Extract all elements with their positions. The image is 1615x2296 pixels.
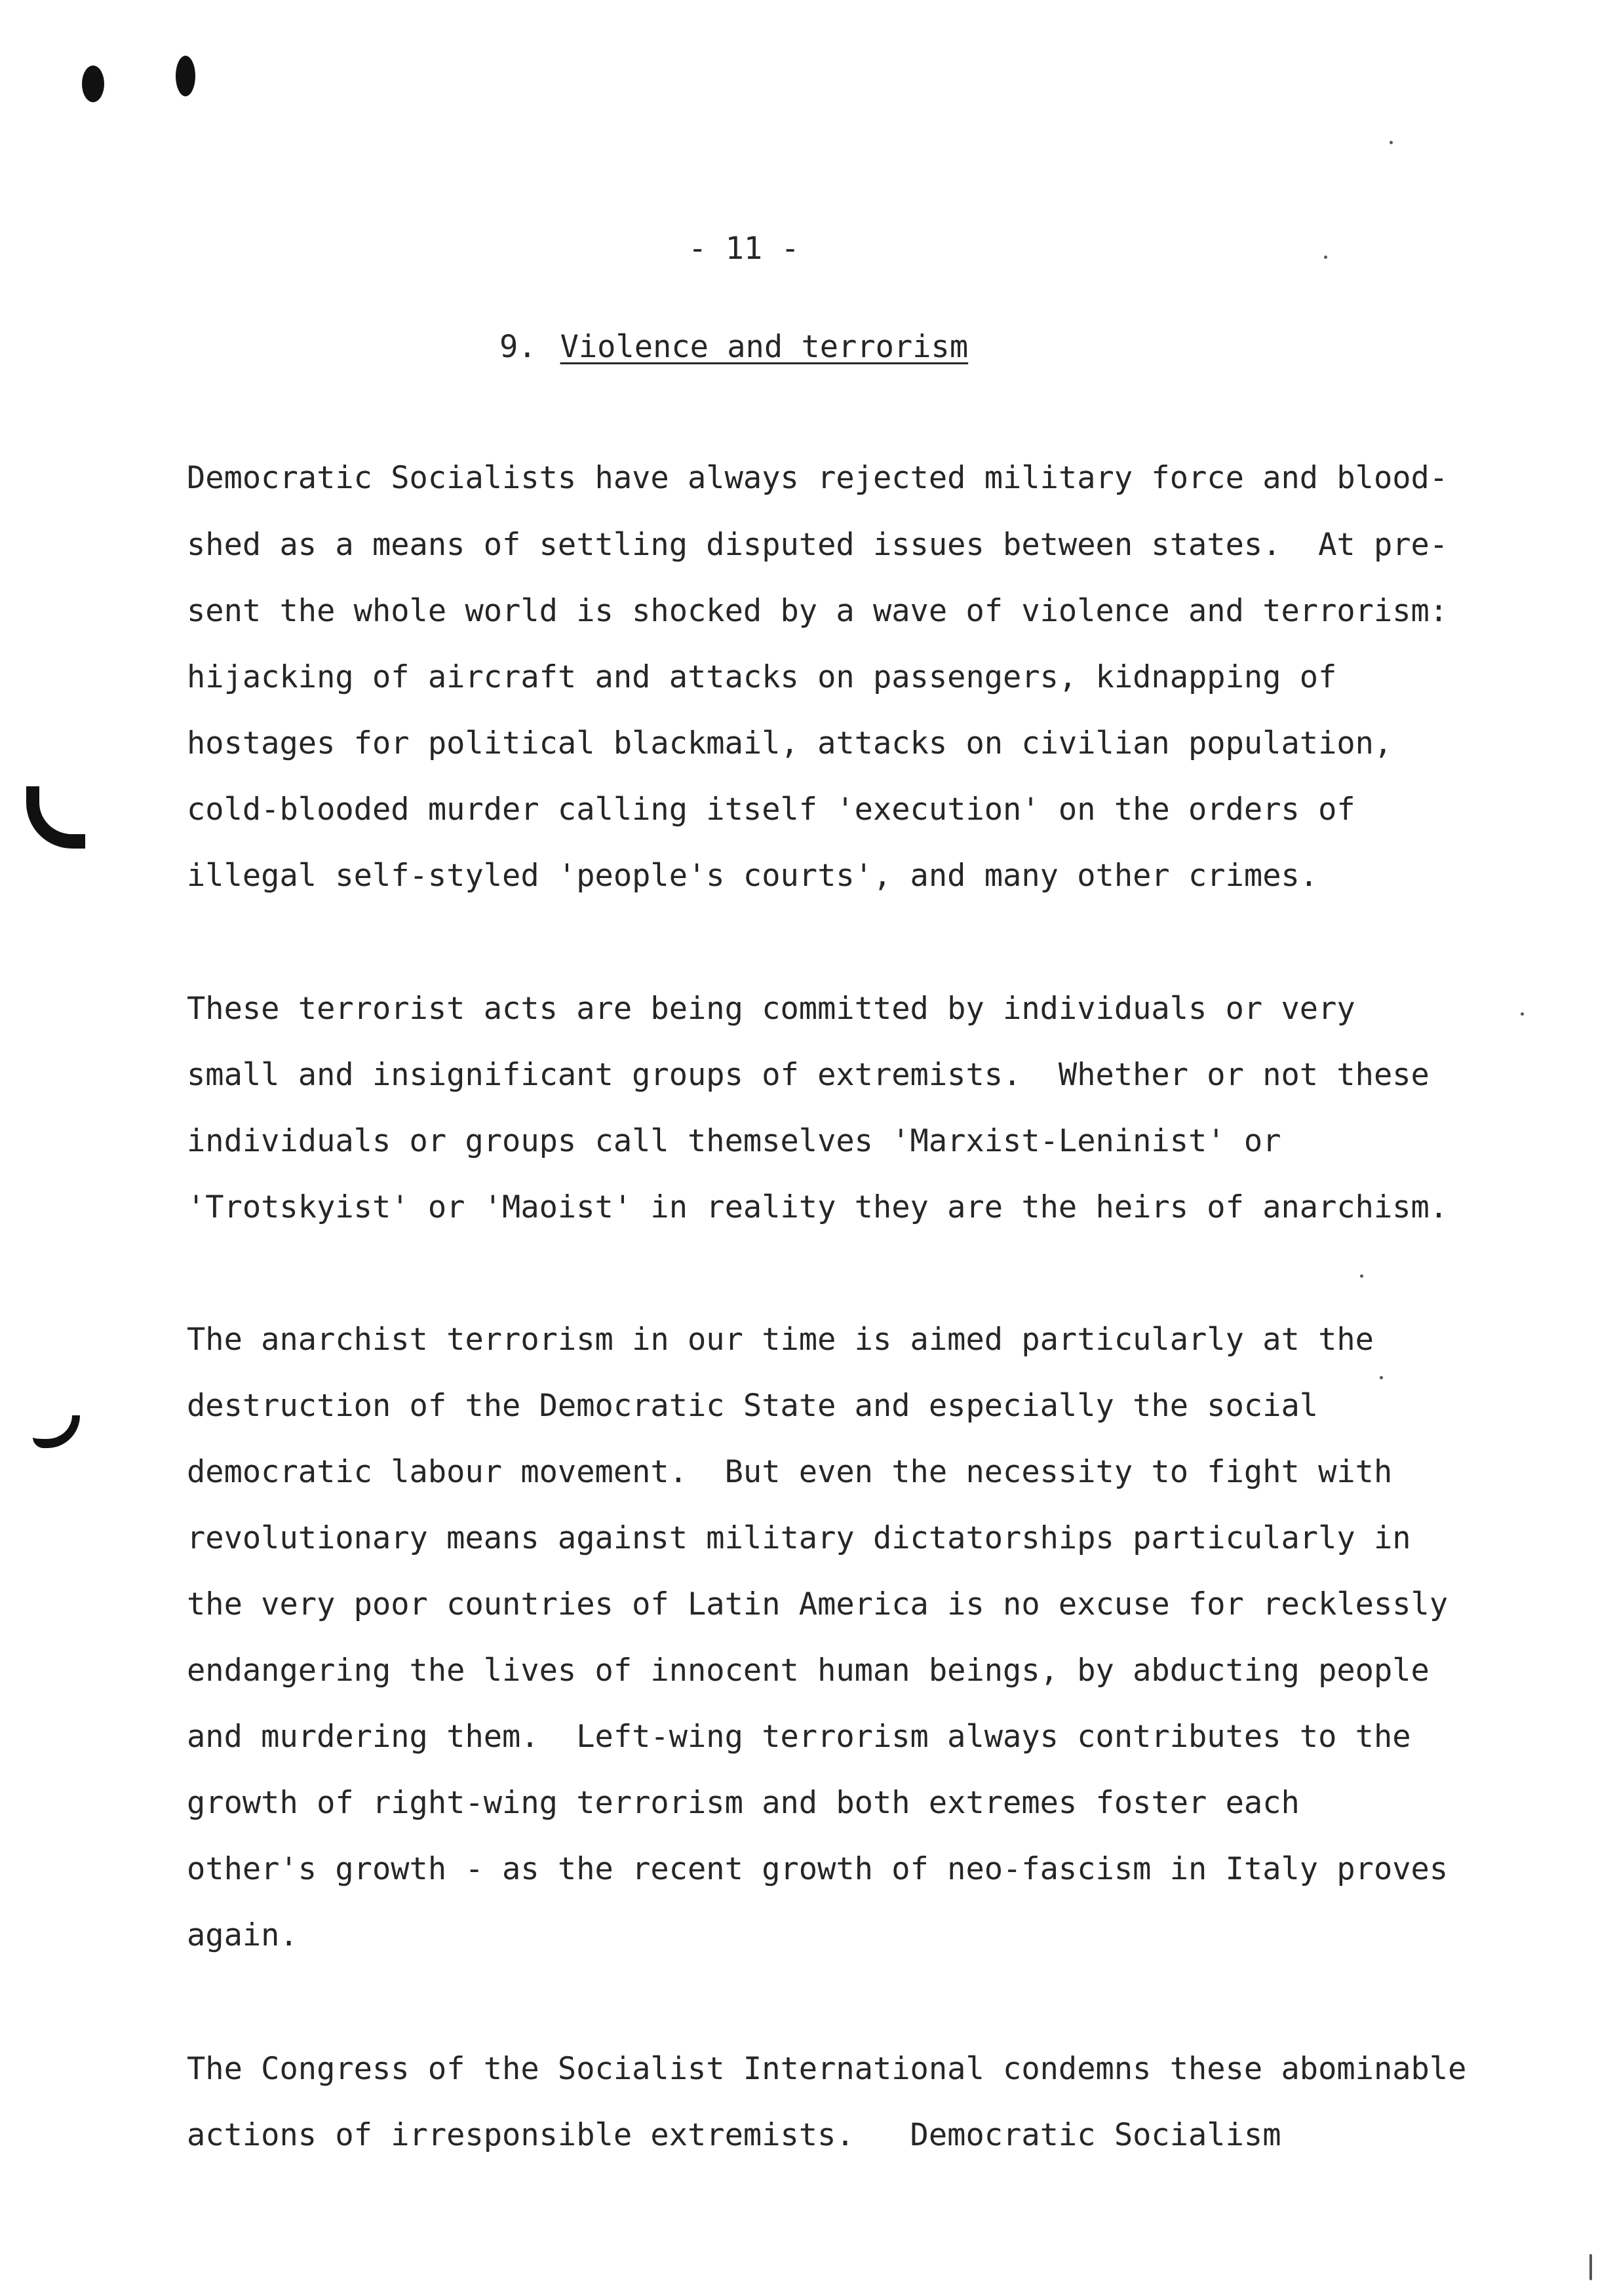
- text-line: growth of right-wing terrorism and both extremes foster each: [187, 1785, 1300, 1821]
- scan-speck: [1521, 1012, 1524, 1016]
- scan-speck: [1380, 1376, 1383, 1379]
- text-line: hostages for political blackmail, attacks on civilian population,: [187, 725, 1393, 761]
- section-title: Violence and terrorism: [560, 329, 969, 365]
- text-line: destruction of the Democratic State and especially the social: [187, 1388, 1319, 1424]
- text-line: 'Trotskyist' or 'Maoist' in reality they are the heirs of anarchism.: [187, 1189, 1449, 1225]
- section-heading: [499, 328, 968, 367]
- text-line: These terrorist acts are being committed by individuals or very: [187, 991, 1355, 1027]
- scan-speck: [1324, 256, 1327, 259]
- punch-hole-mark: [176, 56, 195, 96]
- text-line: illegal self-styled 'people's courts', and many other crimes.: [187, 858, 1319, 894]
- scan-speck: [1390, 141, 1393, 144]
- text-line: democratic labour movement. But even the necessity to fight with: [187, 1454, 1393, 1490]
- text-line: hijacking of aircraft and attacks on passengers, kidnapping of: [187, 659, 1337, 695]
- punch-hole-mark: [82, 66, 104, 102]
- page-number: - 11 -: [688, 231, 800, 267]
- text-line: cold-blooded murder calling itself 'execution' on the orders of: [187, 792, 1355, 828]
- text-line: endangering the lives of innocent human beings, by abducting people: [187, 1653, 1430, 1689]
- text-line: again.: [187, 1917, 298, 1953]
- text-line: the very poor countries of Latin America is no excuse for recklessly: [187, 1586, 1449, 1622]
- text-line: sent the whole world is shocked by a wave of violence and terrorism:: [187, 593, 1449, 629]
- text-line: actions of irresponsible extremists. Democratic Socialism: [187, 2117, 1281, 2153]
- text-line: The anarchist terrorism in our time is aimed particularly at the: [187, 1322, 1374, 1358]
- scan-speck: [1589, 2254, 1592, 2280]
- text-line: shed as a means of settling disputed issues between states. At pre-: [187, 527, 1449, 563]
- margin-ink-mark: [26, 786, 85, 849]
- text-line: revolutionary means against military dictatorships particularly in: [187, 1520, 1411, 1556]
- text-line: Democratic Socialists have always rejected military force and blood-: [187, 460, 1449, 496]
- section-number: 9.: [499, 329, 537, 365]
- text-line: small and insignificant groups of extremists. Whether or not these: [187, 1057, 1430, 1093]
- margin-ink-mark: [33, 1415, 80, 1448]
- text-line: and murdering them. Left-wing terrorism always contributes to the: [187, 1719, 1411, 1755]
- text-line: The Congress of the Socialist International condemns these abominable: [187, 2051, 1467, 2087]
- scan-speck: [1360, 1274, 1363, 1278]
- text-line: other's growth - as the recent growth of neo-fascism in Italy proves: [187, 1851, 1449, 1887]
- text-line: individuals or groups call themselves 'Marxist-Leninist' or: [187, 1123, 1281, 1159]
